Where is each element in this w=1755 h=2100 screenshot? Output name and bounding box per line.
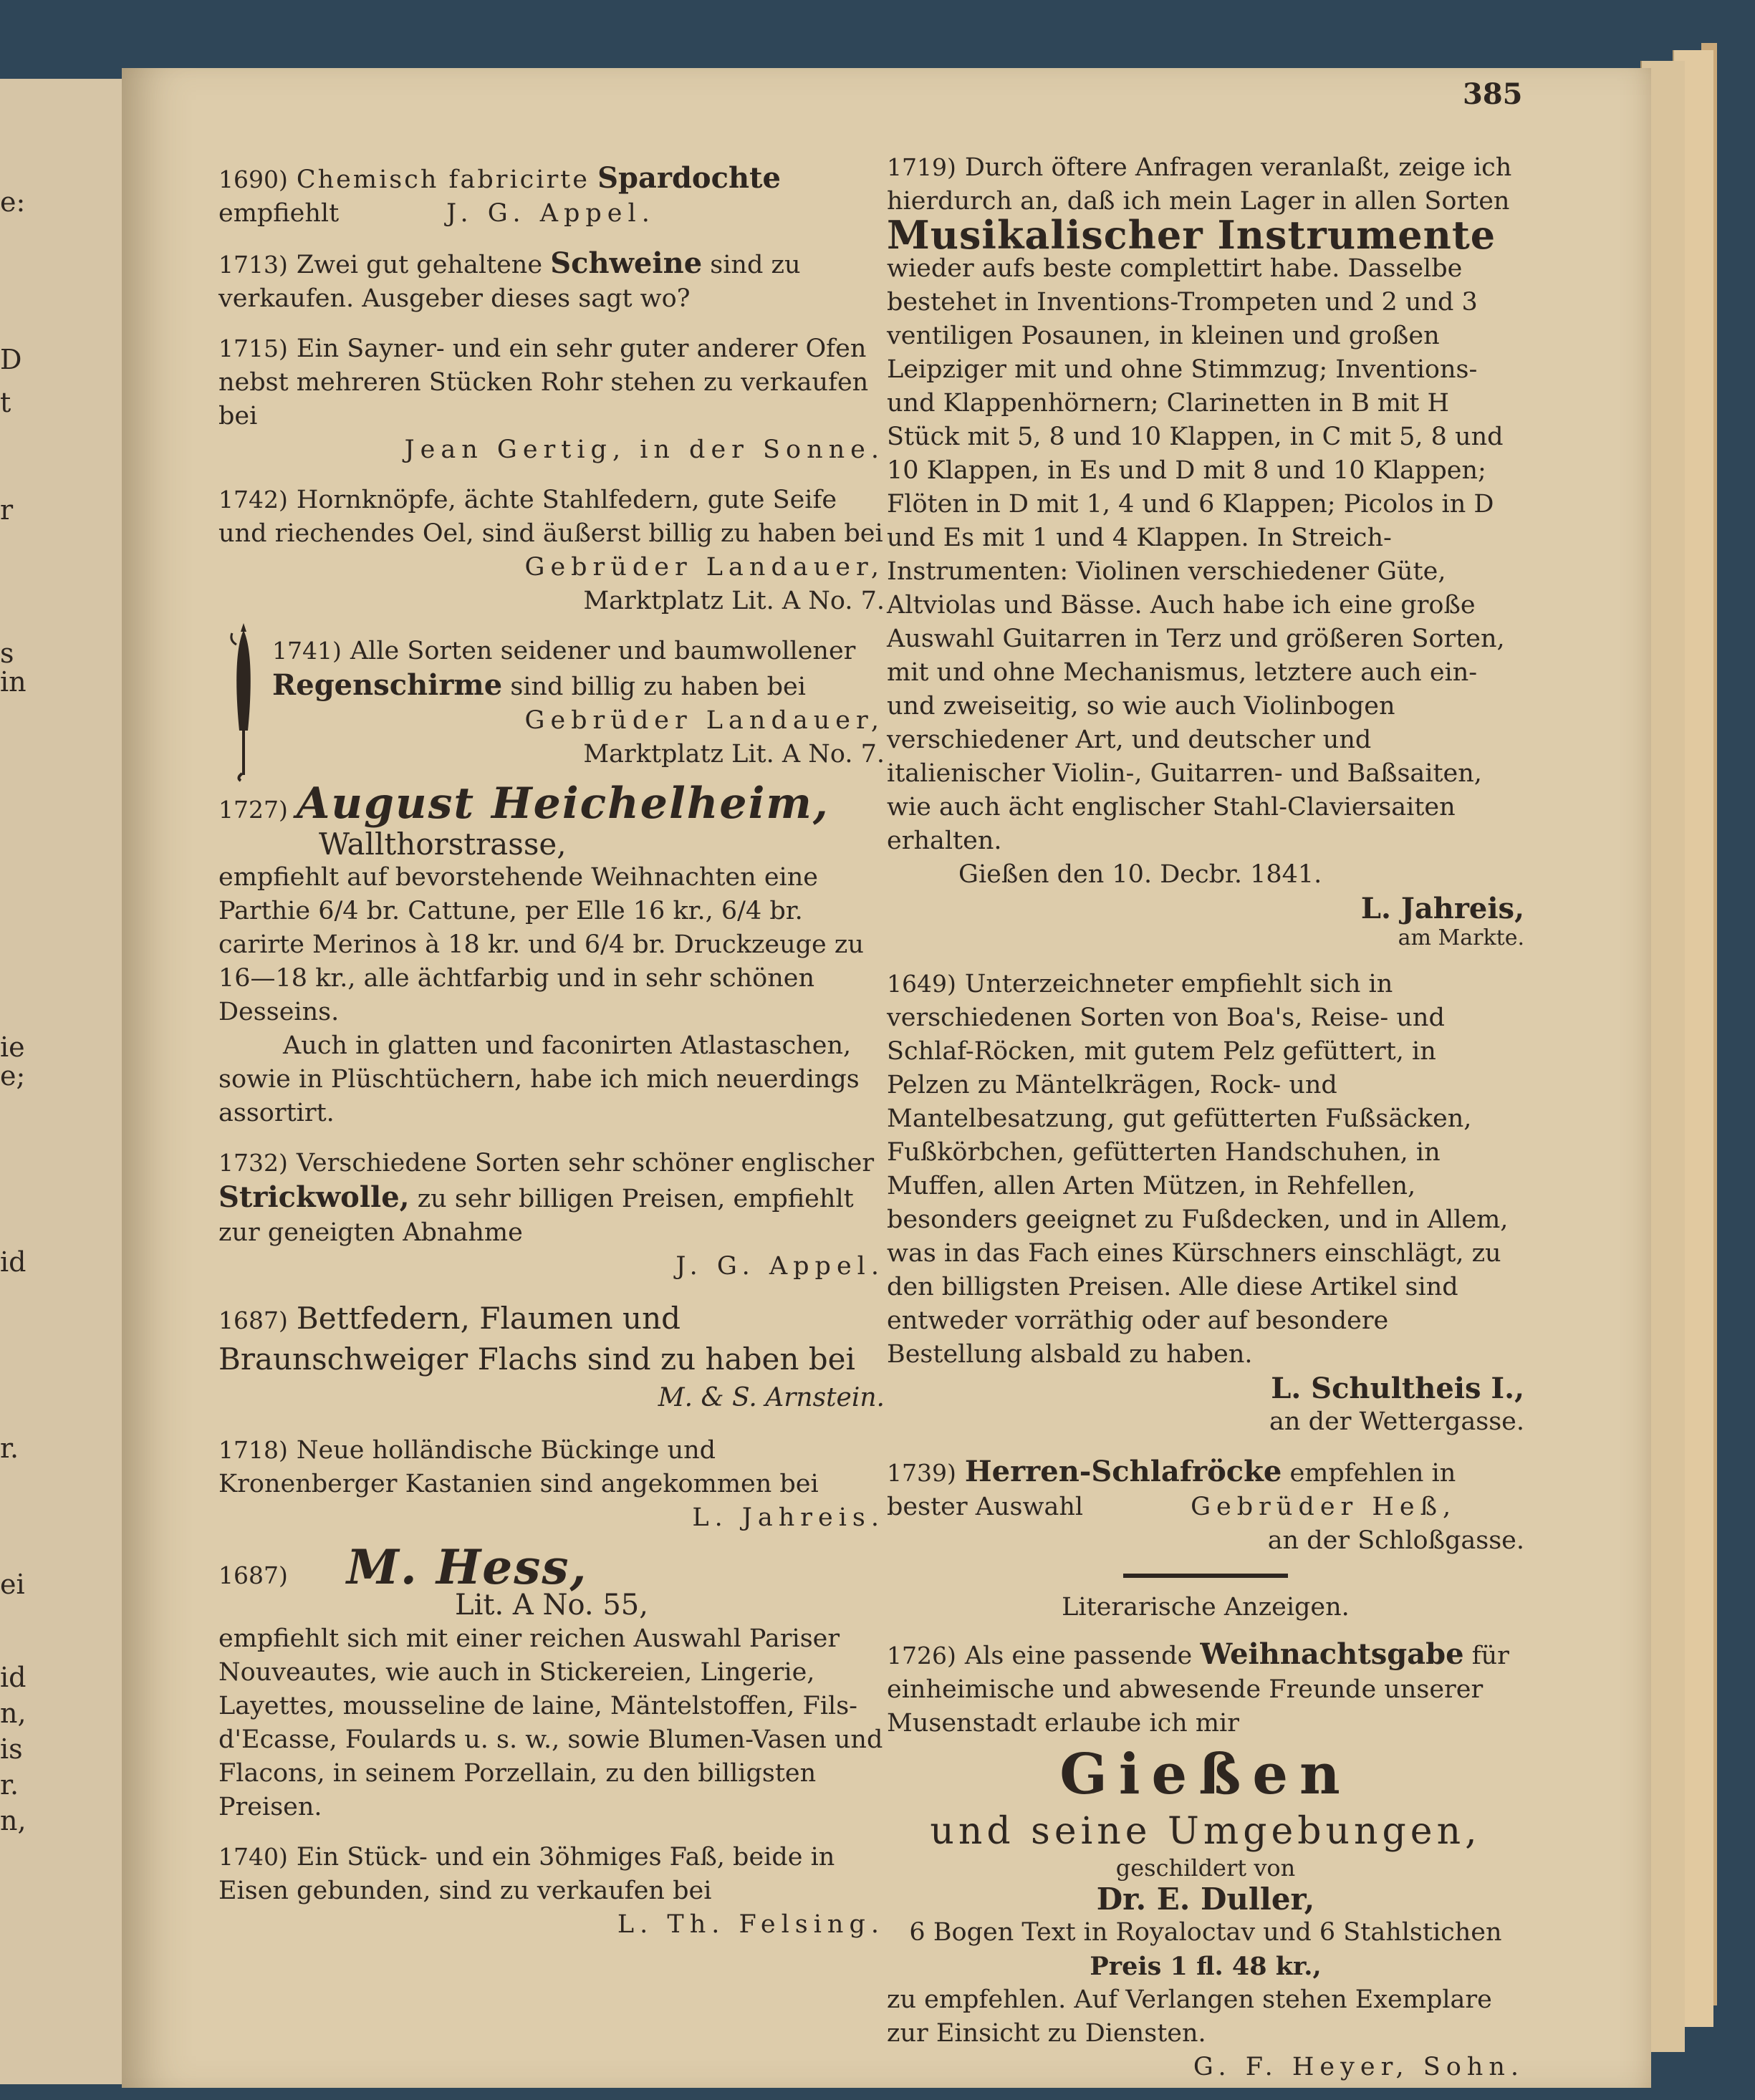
ad-signature: L. Schultheis I., <box>1271 1372 1524 1405</box>
ad-signature: Gebrüder Heß, <box>1191 1493 1457 1521</box>
ad-text: Durch öftere Anfragen veranlaßt, zeige ich hierdurch an, daß ich mein Lager in allen Sorten <box>887 153 1512 216</box>
left-page-fragment: ei <box>0 1569 25 1600</box>
ad-1687-hess <box>218 1539 885 1824</box>
ad-1740 <box>218 1840 885 1942</box>
ad-text: Verschiedene Sorten sehr schöner englischer <box>296 1149 875 1177</box>
ad-number: 1718) <box>218 1436 288 1464</box>
left-page-fragment: is <box>0 1733 23 1765</box>
ad-signature: L. Th. Felsing. <box>617 1910 885 1939</box>
merchant-name: M. Hess, <box>346 1539 588 1595</box>
ad-text: Ein Sayner- und ein sehr guter anderer Ofen nebst mehreren Stücken Rohr stehen zu verkaufen bei <box>218 334 869 430</box>
ad-number: 1687) <box>218 1306 288 1334</box>
book-description: 6 Bogen Text in Royaloctav und 6 Stahlstichen <box>909 1918 1502 1947</box>
left-page-fragment: s <box>0 637 14 669</box>
ad-1726 <box>887 1637 1524 2084</box>
ad-text: wieder aufs beste complettirt habe. Dasselbe bestehet in Inventions-Trompeten und 2 und 3 ventiligen Posaunen, in kleinen und großen Leipziger mit und ohne Stimmzug; Inventions- und Klappenhörnern; Clarinetten in B mit H Stück mit 5, 8 und 10 Klappen, in C mit 5, 8 und 10 Klappen, in Es und D mit 8 und 10 Klappen; Flöten in D mit 1, 4 und 6 Klappen; Picolos in D und Es mit 1 und 4 Klappen. In Streich-Instrumenten: Violinen verschiedener Güte, Altviolas und Bässe. Auch habe ich eine große Auswahl Guitarren in Terz und größeren Sorten, mit und ohne Mechanismus, letztere auch ein- und zweiseitig, so wie auch Violinbogen verschiedener Art, und deutscher und italienischer Violin-, Guitarren- und Baßsaiten, wie auch ächt englischer Stahl-Claviersaiten erhalten. <box>887 254 1505 855</box>
ad-highlight: Herren-Schlafröcke <box>964 1455 1282 1488</box>
book-author: Dr. E. Duller, <box>1096 1882 1315 1917</box>
ad-text: Unterzeichneter empfiehlt sich in verschiedenen Sorten von Boa's, Reise- und Schlaf-Röcken, mit gutem Pelz gefüttert, in Pelzen zu Mäntelkrägen, Rock- und Mantelbesatzung, gut gefütterten Fußsäcken, Fußkörbchen, gefütterten Handschuhen, in Muffen, allen Arten Mützen, in Rehfellen, besonders geeignet zu Fußdecken, und in Allem, was in das Fach eines Kürschners einschlägt, zu den billigsten Preisen. Alle diese Artikel sind entweder vorräthig oder auf besondere Bestellung alsbald zu haben. <box>887 970 1509 1369</box>
section-divider <box>1123 1574 1288 1578</box>
ad-text: Bettfedern, Flaumen und Braunschweiger Flachs sind zu haben bei <box>218 1301 855 1377</box>
book-price: Preis 1 fl. 48 kr., <box>1090 1952 1322 1981</box>
left-page-fragment: in <box>0 666 27 698</box>
ad-text: zu empfehlen. Auf Verlangen stehen Exemplare zur Einsicht zu Diensten. <box>887 1985 1492 2048</box>
ad-1741 <box>218 634 885 771</box>
left-page-fragment: n, <box>0 1697 27 1729</box>
ad-text: Chemisch fabricirte <box>296 165 590 194</box>
ad-text: empfiehlt <box>218 199 340 228</box>
ad-signature: M. & S. Arnstein. <box>658 1383 885 1412</box>
ad-1713 <box>218 246 885 316</box>
ad-text: für einheimische und abwesende Freunde unserer Musenstadt erlaube ich mir <box>887 1642 1509 1738</box>
left-page-fragment: ie <box>0 1031 25 1063</box>
merchant-street: Wallthorstrasse, <box>319 827 567 862</box>
ad-text: sind zu verkaufen. Ausgeber dieses sagt wo? <box>218 251 801 313</box>
ad-signature: Gebrüder Landauer, <box>524 706 885 735</box>
book-by: geschildert von <box>1115 1854 1296 1882</box>
ad-text: empfiehlt sich mit einer reichen Auswahl Pariser Nouveautes, wie auch in Stickereien, Lingerie, Layettes, mousseline de laine, Mäntelstoffen, Fils-d'Ecasse, Foulards u. s. w., sowie Blumen-Vasen und Flacons, in seinem Porzellain, zu den billigsten Preisen. <box>218 1624 883 1821</box>
ad-address: Marktplatz Lit. A No. 7. <box>583 587 885 615</box>
merchant-address: Lit. A No. 55, <box>455 1589 648 1622</box>
ad-signature: J. G. Appel. <box>675 1252 885 1281</box>
ad-1718 <box>218 1433 885 1535</box>
ad-number: 1690) <box>218 165 288 193</box>
section-heading: Literarische Anzeigen. <box>1062 1593 1350 1622</box>
ad-number: 1739) <box>887 1459 956 1487</box>
ad-text: Hornknöpfe, ächte Stahlfedern, gute Seife und riechendes Oel, sind äußerst billig zu haben bei <box>218 486 883 548</box>
ad-text: Neue holländische Bückinge und Kronenberger Kastanien sind angekommen bei <box>218 1436 819 1498</box>
merchant-name: August Heichelheim, <box>296 779 830 829</box>
ad-1715 <box>218 332 885 467</box>
ad-number: 1715) <box>218 334 288 362</box>
ad-address: an der Schloßgasse. <box>1267 1526 1524 1555</box>
left-page-fragment: n, <box>0 1805 27 1836</box>
ad-number: 1713) <box>218 251 288 279</box>
page-number: 385 <box>1463 77 1523 111</box>
ad-number: 1649) <box>887 970 956 998</box>
ad-highlight: Schweine <box>550 246 703 280</box>
ad-number: 1742) <box>218 486 288 514</box>
ad-highlight: Weihnachtsgabe <box>1200 1637 1464 1671</box>
ad-1742 <box>218 483 885 618</box>
left-page-fragment: e: <box>0 186 26 218</box>
ad-1719 <box>887 150 1524 951</box>
ad-number: 1726) <box>887 1642 956 1670</box>
column-right <box>887 150 1524 2100</box>
left-page-fragment: r. <box>0 1432 19 1464</box>
left-page-fragment: id <box>0 1662 27 1693</box>
ad-1687-bettfedern <box>218 1299 885 1417</box>
ad-signature: Jean Gertig, in der Sonne. <box>404 435 885 464</box>
ad-highlight: Spardochte <box>597 161 781 195</box>
ad-text: Auch in glatten und faconirten Atlastaschen, sowie in Plüschtüchern, habe ich mich neuerdings assortirt. <box>218 1031 860 1127</box>
ad-text: empfehlen in <box>1289 1459 1456 1488</box>
book-subtitle: und seine Umgebungen, <box>930 1810 1481 1853</box>
ad-highlight: Strickwolle, <box>218 1180 410 1214</box>
ad-signature: L. Jahreis. <box>692 1503 885 1532</box>
left-page-edge <box>0 79 124 2084</box>
ad-date: Gießen den 10. Decbr. 1841. <box>958 860 1322 889</box>
ad-number: 1687) <box>218 1561 288 1589</box>
ad-address: am Markte. <box>1398 925 1524 950</box>
ad-address: an der Wettergasse. <box>1269 1407 1524 1436</box>
ad-text: Ein Stück- und ein 3öhmiges Faß, beide in Eisen gebunden, sind zu verkaufen bei <box>218 1843 835 1905</box>
ad-address: Marktplatz Lit. A No. 7. <box>583 740 885 769</box>
ad-number: 1727) <box>218 796 288 824</box>
left-page-fragment: t <box>0 387 11 418</box>
ad-1690 <box>218 161 885 231</box>
ad-number: 1740) <box>218 1843 288 1871</box>
ad-1649 <box>887 967 1524 1439</box>
book-title: Gießen <box>1059 1742 1352 1807</box>
left-page-fragment: r. <box>0 1769 19 1801</box>
ad-headline: Musikalischer Instrumente <box>887 212 1496 258</box>
ad-1739 <box>887 1455 1524 1558</box>
ad-number: 1741) <box>272 637 342 665</box>
ad-1727 <box>218 779 885 1130</box>
ad-text: zu sehr billigen Preisen, empfiehlt zur geneigten Abnahme <box>218 1185 854 1247</box>
ad-number: 1732) <box>218 1149 288 1177</box>
ad-text: Als eine passende <box>964 1642 1193 1670</box>
ad-signature: J. G. Appel. <box>446 199 655 228</box>
ad-signature: L. Jahreis, <box>1360 892 1524 925</box>
ad-text: sind billig zu haben bei <box>510 673 806 701</box>
ad-signature: G. F. Heyer, Sohn. <box>1193 2053 1524 2081</box>
ad-1732 <box>218 1146 885 1283</box>
left-page-fragment: e; <box>0 1060 26 1092</box>
ad-signature: Gebrüder Landauer, <box>524 553 885 582</box>
ad-text: empfiehlt auf bevorstehende Weihnachten eine Parthie 6/4 br. Cattune, per Elle 16 kr., 6/4 br. carirte Merinos à 18 kr. und 6/4 br. Druckzeuge zu 16—18 kr., alle ächtfarbig und in sehr schönen Desseins. <box>218 863 864 1026</box>
left-page-fragment: D <box>0 344 22 375</box>
ad-text: bester Auswahl <box>887 1493 1084 1521</box>
ad-number: 1719) <box>887 153 956 181</box>
left-page-fragment: id <box>0 1246 27 1278</box>
ad-text: Zwei gut gehaltene <box>296 251 543 279</box>
column-left <box>218 161 885 1957</box>
left-page-fragment: r <box>0 494 14 526</box>
ad-text: Alle Sorten seidener und baumwollener <box>350 637 856 665</box>
ad-highlight: Regenschirme <box>272 668 503 702</box>
